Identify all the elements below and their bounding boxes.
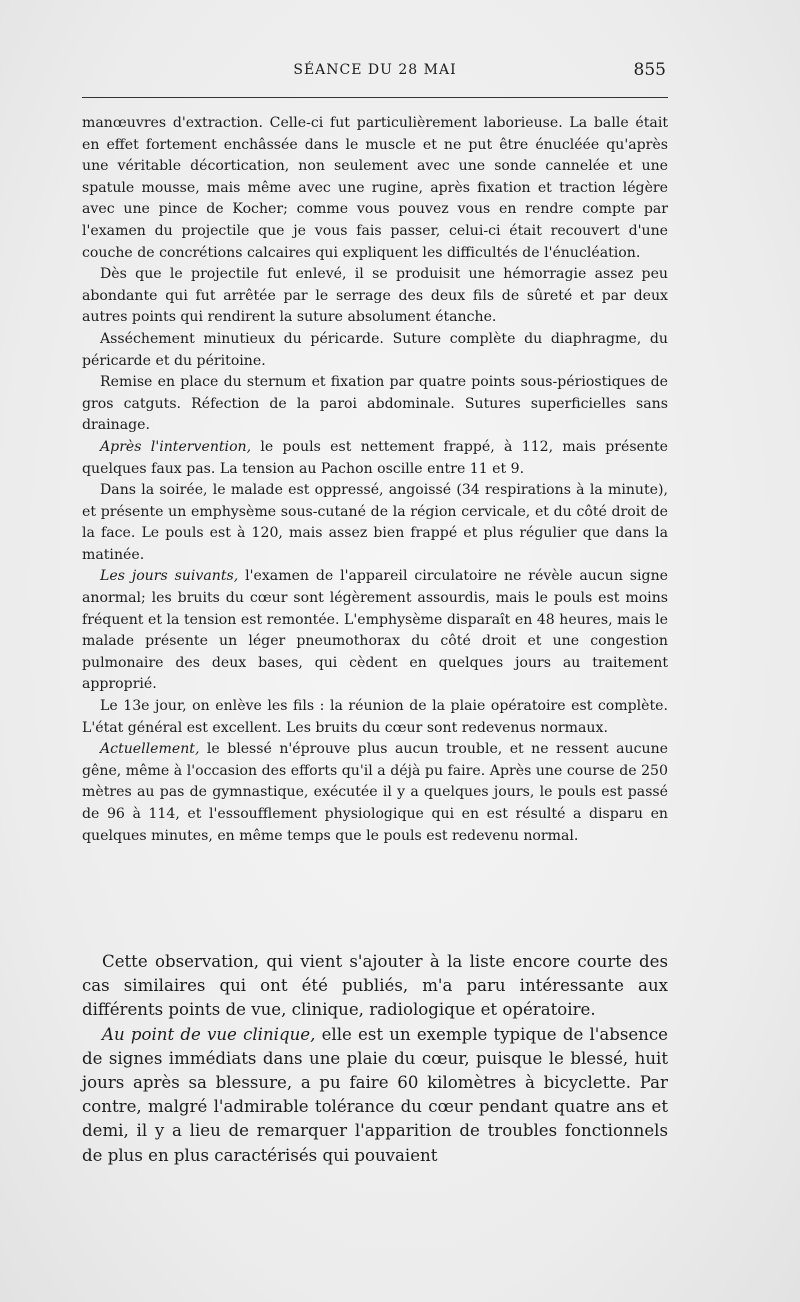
paragraph [82,739,668,847]
paragraph [82,437,668,480]
paragraph-text: elle est un exemple typique de l'absence de signes immédiats dans une plaie du cœur, puisque le blessé, huit jours après sa blessure, a pu faire 60 kilomètres à bicyclette. Par contre, malgré l'admirable tolérance du cœur pendant quatre ans et demi, il y a lieu de remarquer l'apparition de troubles fonctionnels de plus en plus caractérisés qui pouvaient [82,1024,668,1165]
paragraph-lead: Au point de vue clinique, [102,1024,316,1044]
paragraph [82,480,668,566]
case-report-text [82,113,668,847]
paragraph-text: Dans la soirée, le malade est oppressé, angoissé (34 respirations à la minute), et présente un emphysème sous-cutané de la région cervicale, et du côté droit de la face. Le pouls est à 120, mais assez bien frappé et plus régulier que dans la matinée. [82,482,668,563]
discussion-text [82,950,668,1168]
paragraph [82,264,668,329]
paragraph-lead: Actuellement, [100,741,200,758]
paragraph [82,329,668,372]
paragraph-text: Dès que le projectile fut enlevé, il se produisit une hémorragie assez peu abondante qui fut arrêtée par le serrage des deux fils de sûreté et par deux autres points qui rendirent la suture absolument étanche. [82,266,668,326]
paragraph [82,950,668,1023]
paragraph [82,566,668,696]
header-rule [82,97,668,98]
paragraph-text: Le 13e jour, on enlève les fils : la réunion de la plaie opératoire est complète. L'état général est excellent. Les bruits du cœur sont redevenus normaux. [82,698,668,736]
paragraph-text: le blessé n'éprouve plus aucun trouble, et ne ressent aucune gêne, même à l'occasion des efforts qu'il a déjà pu faire. Après une course de 250 mètres au pas de gymnastique, exécutée il y a quelques jours, le pouls est passé de 96 à 114, et l'essoufflement physiologique qui en est résulté a disparu en quelques minutes, en même temps que le pouls est redevenu normal. [82,741,668,844]
paragraph [82,1023,668,1168]
paragraph-text: Cette observation, qui vient s'ajouter à la liste encore courte des cas similaires qui ont été publiés, m'a paru intéressante aux différents points de vue, clinique, radiologique et opératoire. [82,952,668,1020]
paragraph [82,372,668,437]
paragraph-text: manœuvres d'extraction. Celle-ci fut particulièrement laborieuse. La balle était en effet fortement enchâssée dans le muscle et ne put être énucléée qu'après une véritable décortication, non seulement avec une sonde cannelée et une spatule mousse, mais même avec une rugine, après fixation et traction légère avec une pince de Kocher; comme vous pouvez vous en rendre compte par l'examen du projectile que je vous fais passer, celui-ci était recouvert d'une couche de concrétions calcaires qui expliquent les difficultés de l'énucléation. [82,115,668,261]
page-number: 855 [633,60,666,80]
paragraph-text: le pouls est nettement frappé, à 112, mais présente quelques faux pas. La tension au Pachon oscille entre 11 et 9. [82,438,668,477]
paragraph-text: Asséchement minutieux du péricarde. Suture complète du diaphragme, du péricarde et du péritoine. [82,330,668,369]
paragraph-text: Remise en place du sternum et fixation par quatre points sous-périostiques de gros catguts. Réfection de la paroi abdominale. Sutures superficielles sans drainage. [82,374,668,434]
running-title: SÉANCE DU 28 MAI [293,62,457,78]
paragraph [82,113,668,264]
paragraph-lead: Les jours suivants, [100,568,239,585]
page-header [82,58,668,84]
paragraph-text: l'examen de l'appareil circulatoire ne révèle aucun signe anormal; les bruits du cœur sont légèrement assourdis, mais le pouls est moins fréquent et la tension est remontée. L'emphysème disparaît en 48 heures, mais le malade présente un léger pneumothorax du côté droit et une congestion pulmonaire des deux bases, qui cèdent en quelques jours au traitement approprié. [82,568,668,693]
paragraph-lead: Après l'intervention, [100,438,252,455]
paragraph [82,696,668,739]
